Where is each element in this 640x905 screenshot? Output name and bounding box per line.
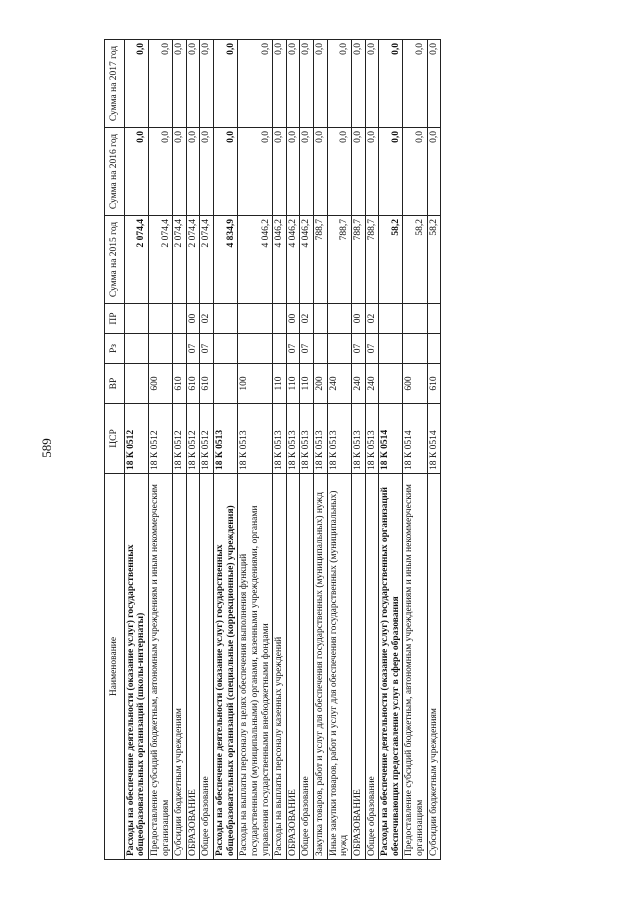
cell-sum-2017: 0,0: [214, 40, 238, 128]
cell-pr: 02: [200, 304, 214, 334]
cell-sum-2015: 4 046,2: [300, 216, 314, 304]
cell-name: Иные закупки товаров, работ и услуг для обеспечения государственных (муниципальных) нужд: [327, 474, 351, 860]
cell-sum-2016: 0,0: [327, 128, 351, 216]
cell-sum-2016: 0,0: [148, 128, 172, 216]
cell-pr: [238, 304, 273, 334]
cell-name: Общее образование: [200, 474, 214, 860]
cell-vr: 110: [273, 364, 287, 404]
cell-sum-2017: 0,0: [148, 40, 172, 128]
cell-sum-2015: 788,7: [351, 216, 365, 304]
cell-vr: 610: [200, 364, 214, 404]
cell-vr: 610: [186, 364, 200, 404]
cell-csr: 18 К 0513: [214, 404, 238, 474]
cell-pr: [427, 304, 441, 334]
table-row: [427, 40, 441, 860]
cell-pr: [314, 304, 328, 334]
cell-vr: 240: [365, 364, 379, 404]
cell-sum-2017: 0,0: [286, 40, 300, 128]
cell-csr: 18 К 0513: [351, 404, 365, 474]
cell-name: Предоставление субсидий бюджетным, автономным учреждениям и иным некоммерческим организациям: [403, 474, 427, 860]
cell-name: Субсидии бюджетным учреждениям: [427, 474, 441, 860]
header-csr: ЦСР: [105, 404, 125, 474]
table-row: [124, 40, 148, 860]
table-row: [365, 40, 379, 860]
cell-name: Расходы на выплаты персоналу казенных учреждений: [273, 474, 287, 860]
cell-sum-2016: 0,0: [300, 128, 314, 216]
cell-sum-2016: 0,0: [379, 128, 403, 216]
table-row: [314, 40, 328, 860]
cell-pr: [148, 304, 172, 334]
header-name: Наименование: [105, 474, 125, 860]
cell-sum-2017: 0,0: [124, 40, 148, 128]
cell-sum-2016: 0,0: [124, 128, 148, 216]
cell-pr: 02: [300, 304, 314, 334]
cell-sum-2016: 0,0: [427, 128, 441, 216]
cell-rz: [238, 334, 273, 364]
cell-sum-2015: 58,2: [379, 216, 403, 304]
cell-name: ОБРАЗОВАНИЕ: [351, 474, 365, 860]
cell-pr: [124, 304, 148, 334]
cell-vr: [124, 364, 148, 404]
cell-vr: 200: [314, 364, 328, 404]
cell-pr: 00: [351, 304, 365, 334]
cell-rz: [173, 334, 187, 364]
rotated-page-content: [104, 40, 574, 860]
cell-rz: [403, 334, 427, 364]
cell-sum-2016: 0,0: [186, 128, 200, 216]
cell-sum-2017: 0,0: [300, 40, 314, 128]
header-rz: Рз: [105, 334, 125, 364]
table-row: [300, 40, 314, 860]
cell-sum-2015: 2 074,4: [173, 216, 187, 304]
cell-rz: [314, 334, 328, 364]
cell-sum-2015: 788,7: [327, 216, 351, 304]
cell-sum-2016: 0,0: [214, 128, 238, 216]
table-row: [148, 40, 172, 860]
cell-csr: 18 К 0514: [379, 404, 403, 474]
cell-sum-2015: 2 074,4: [148, 216, 172, 304]
cell-vr: 240: [327, 364, 351, 404]
cell-csr: 18 К 0512: [124, 404, 148, 474]
cell-name: Общее образование: [365, 474, 379, 860]
cell-sum-2017: 0,0: [379, 40, 403, 128]
cell-sum-2017: 0,0: [173, 40, 187, 128]
cell-sum-2015: 2 074,4: [186, 216, 200, 304]
table-row: [186, 40, 200, 860]
cell-name: Предоставление субсидий бюджетным, автономным учреждениям и иным некоммерческим организациям: [148, 474, 172, 860]
cell-csr: 18 К 0513: [327, 404, 351, 474]
cell-pr: [327, 304, 351, 334]
cell-name: ОБРАЗОВАНИЕ: [286, 474, 300, 860]
cell-vr: 610: [173, 364, 187, 404]
cell-pr: 02: [365, 304, 379, 334]
cell-sum-2016: 0,0: [403, 128, 427, 216]
cell-vr: 100: [238, 364, 273, 404]
cell-rz: [214, 334, 238, 364]
cell-csr: 18 К 0513: [286, 404, 300, 474]
header-sum-2015: Сумма на 2015 год: [105, 216, 125, 304]
cell-pr: [273, 304, 287, 334]
cell-name: Расходы на обеспечение деятельности (оказание услуг) государственных общеобразовательных организаций (специальные (коррекционные) учреждения): [214, 474, 238, 860]
cell-pr: [379, 304, 403, 334]
cell-name: ОБРАЗОВАНИЕ: [186, 474, 200, 860]
budget-table: [104, 39, 441, 860]
cell-sum-2016: 0,0: [173, 128, 187, 216]
cell-vr: [214, 364, 238, 404]
header-vr: ВР: [105, 364, 125, 404]
cell-sum-2016: 0,0: [200, 128, 214, 216]
cell-csr: 18 К 0512: [200, 404, 214, 474]
cell-sum-2016: 0,0: [365, 128, 379, 216]
cell-sum-2015: 4 046,2: [238, 216, 273, 304]
table-row: [351, 40, 365, 860]
cell-vr: 610: [427, 364, 441, 404]
cell-name: Расходы на выплаты персоналу в целях обеспечения выполнения функций государственными (муниципальными) органами, казенными учреждениями, органами управления государственными внебюджетными фондами: [238, 474, 273, 860]
cell-pr: [403, 304, 427, 334]
cell-pr: 00: [286, 304, 300, 334]
cell-csr: 18 К 0514: [403, 404, 427, 474]
header-pr: ПР: [105, 304, 125, 334]
cell-sum-2016: 0,0: [273, 128, 287, 216]
cell-csr: 18 К 0513: [365, 404, 379, 474]
cell-csr: 18 К 0513: [273, 404, 287, 474]
cell-sum-2016: 0,0: [351, 128, 365, 216]
cell-csr: 18 К 0513: [314, 404, 328, 474]
cell-pr: 00: [186, 304, 200, 334]
cell-csr: 18 К 0514: [427, 404, 441, 474]
cell-rz: [148, 334, 172, 364]
cell-name: Субсидии бюджетным учреждениям: [173, 474, 187, 860]
cell-sum-2015: 58,2: [403, 216, 427, 304]
cell-rz: 07: [286, 334, 300, 364]
cell-rz: 07: [365, 334, 379, 364]
cell-sum-2015: 4 046,2: [286, 216, 300, 304]
table-row: [327, 40, 351, 860]
cell-sum-2017: 0,0: [403, 40, 427, 128]
cell-csr: 18 К 0512: [148, 404, 172, 474]
table-row: [173, 40, 187, 860]
cell-csr: 18 К 0512: [173, 404, 187, 474]
cell-vr: 600: [403, 364, 427, 404]
cell-csr: 18 К 0513: [238, 404, 273, 474]
cell-vr: 240: [351, 364, 365, 404]
cell-sum-2015: 788,7: [314, 216, 328, 304]
page-number: 589: [39, 438, 54, 458]
header-sum-2017: Сумма на 2017 год: [105, 40, 125, 128]
cell-sum-2017: 0,0: [314, 40, 328, 128]
cell-vr: [379, 364, 403, 404]
cell-vr: 110: [286, 364, 300, 404]
cell-csr: 18 К 0513: [300, 404, 314, 474]
table-row: [238, 40, 273, 860]
cell-pr: [173, 304, 187, 334]
cell-rz: [427, 334, 441, 364]
cell-sum-2015: 4 046,2: [273, 216, 287, 304]
cell-vr: 110: [300, 364, 314, 404]
table-header-row: [105, 40, 125, 860]
cell-sum-2016: 0,0: [286, 128, 300, 216]
cell-sum-2015: 2 074,4: [200, 216, 214, 304]
cell-sum-2017: 0,0: [427, 40, 441, 128]
cell-sum-2017: 0,0: [238, 40, 273, 128]
cell-sum-2017: 0,0: [365, 40, 379, 128]
cell-sum-2017: 0,0: [200, 40, 214, 128]
cell-rz: 07: [200, 334, 214, 364]
cell-sum-2016: 0,0: [238, 128, 273, 216]
cell-rz: 07: [186, 334, 200, 364]
cell-name: Закупка товаров, работ и услуг для обеспечения государственных (муниципальных) нужд: [314, 474, 328, 860]
table-body: [124, 40, 441, 860]
cell-sum-2015: 58,2: [427, 216, 441, 304]
cell-rz: [327, 334, 351, 364]
cell-rz: [124, 334, 148, 364]
cell-sum-2015: 788,7: [365, 216, 379, 304]
table-row: [200, 40, 214, 860]
cell-rz: [273, 334, 287, 364]
table-row: [403, 40, 427, 860]
cell-name: Общее образование: [300, 474, 314, 860]
cell-name: Расходы на обеспечение деятельности (оказание услуг) государственных общеобразовательных организаций (школы-интернаты): [124, 474, 148, 860]
cell-sum-2016: 0,0: [314, 128, 328, 216]
cell-rz: 07: [351, 334, 365, 364]
cell-sum-2017: 0,0: [351, 40, 365, 128]
header-sum-2016: Сумма на 2016 год: [105, 128, 125, 216]
cell-vr: 600: [148, 364, 172, 404]
cell-sum-2015: 2 074,4: [124, 216, 148, 304]
cell-sum-2015: 4 834,9: [214, 216, 238, 304]
cell-rz: 07: [300, 334, 314, 364]
cell-pr: [214, 304, 238, 334]
cell-sum-2017: 0,0: [273, 40, 287, 128]
cell-sum-2017: 0,0: [186, 40, 200, 128]
cell-sum-2017: 0,0: [327, 40, 351, 128]
cell-csr: 18 К 0512: [186, 404, 200, 474]
table-row: [379, 40, 403, 860]
table-row: [214, 40, 238, 860]
table-row: [273, 40, 287, 860]
cell-name: Расходы на обеспечение деятельности (оказание услуг) государственных организаций обеспечивающих предоставление услуг в сфере образования: [379, 474, 403, 860]
cell-rz: [379, 334, 403, 364]
table-row: [286, 40, 300, 860]
